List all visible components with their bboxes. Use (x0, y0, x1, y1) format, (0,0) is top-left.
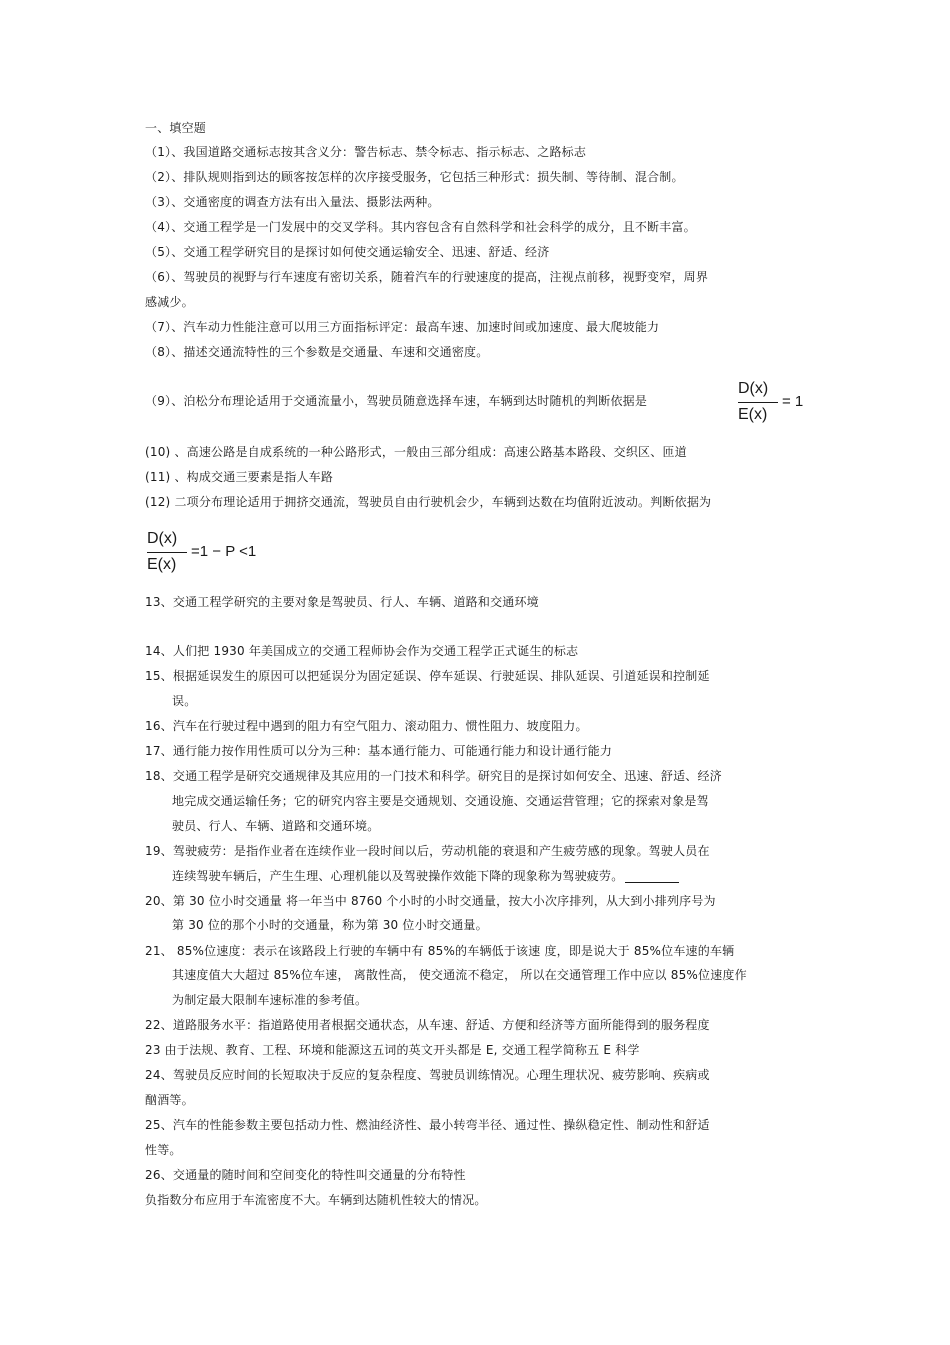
text-line: （1）、我国道路交通标志按其含义分：警告标志、禁令标志、指示标志、之路标志 (145, 145, 587, 159)
formula-numerator: D(x) (738, 380, 769, 397)
text-line: 19、驾驶疲劳：是指作业者在连续作业一段时间以后，劳动机能的衰退和产生疲劳感的现象。驾驶人员在 (145, 844, 710, 858)
text-line: 23 由于法规、教育、工程、环境和能源这五词的英文开头都是 E, 交通工程学简称五 E 科学 (145, 1043, 640, 1057)
text-line: 为制定最大限制车速标准的参考值。 (172, 993, 368, 1007)
text-line: 连续驾驶车辆后，产生生理、心理机能以及驾驶操作效能下降的现象称为驾驶疲劳。 (172, 869, 624, 883)
text-line: （4）、交通工程学是一门发展中的交叉学科。其内容包含有自然科学和社会科学的成分，且不断丰富。 (145, 220, 696, 234)
text-line: 20、第 30 位小时交通量 将一年当中 8760 个小时的小时交通量，按大小次序排列，从大到小排列序号为 (145, 894, 716, 908)
text-line-with-blank (172, 869, 679, 883)
text-line: 17、通行能力按作用性质可以分为三种：基本通行能力、可能通行能力和设计通行能力 (145, 744, 613, 758)
text-line: 酗酒等。 (145, 1093, 194, 1107)
text-line: 16、汽车在行驶过程中遇到的阻力有空气阻力、滚动阻力、惯性阻力、坡度阻力。 (145, 719, 588, 733)
fraction-bar (738, 402, 778, 403)
text-line: 13、交通工程学研究的主要对象是驾驶员、行人、车辆、道路和交通环境 (145, 595, 539, 609)
formula-rhs: =1 − P <1 (191, 543, 257, 560)
binomial-formula (147, 530, 287, 578)
text-line: 14、人们把 1930 年美国成立的交通工程师协会作为交通工程学正式诞生的标志 (145, 644, 579, 658)
text-line: 负指数分布应用于车流密度不大。车辆到达随机性较大的情况。 (145, 1193, 487, 1207)
text-line: (12) 二项分布理论适用于拥挤交通流，驾驶员自由行驶机会少，车辆到达数在均值附近波动。判断依据为 (145, 495, 712, 509)
text-line: 18、交通工程学是研究交通规律及其应用的一门技术和科学。研究目的是探讨如何安全、迅速、舒适、经济 (145, 769, 722, 783)
text-line: (11) 、构成交通三要素是指人车路 (145, 470, 334, 484)
text-line: （7）、汽车动力性能注意可以用三方面指标评定：最高车速、加速时间或加速度、最大爬坡能力 (145, 320, 660, 334)
text-line: 22、道路服务水平：指道路使用者根据交通状态，从车速、舒适、方便和经济等方面所能得到的服务程度 (145, 1018, 710, 1032)
section-title: 一、填空题 (145, 121, 207, 135)
text-line: 误。 (172, 694, 197, 708)
text-line: 感减少。 (145, 295, 194, 309)
answer-blank (625, 870, 679, 883)
text-line: 第 30 位的那个小时的交通量，称为第 30 位小时交通量。 (172, 918, 488, 932)
text-line: （5）、交通工程学研究目的是探讨如何使交通运输安全、迅速、舒适、经济 (145, 245, 550, 259)
fraction-bar (147, 552, 187, 553)
formula-numerator: D(x) (147, 530, 178, 547)
text-line: 25、汽车的性能参数主要包括动力性、燃油经济性、最小转弯半径、通过性、操纵稳定性、制动性和舒适 (145, 1118, 710, 1132)
text-line: 26、交通量的随时间和空间变化的特性叫交通量的分布特性 (145, 1168, 466, 1182)
formula-denominator: E(x) (738, 406, 768, 423)
text-line: （6）、驾驶员的视野与行车速度有密切关系，随着汽车的行驶速度的提高，注视点前移，视野变窄，周界 (145, 270, 709, 284)
formula-rhs: = 1 (782, 393, 804, 410)
text-line: （2）、排队规则指到达的顾客按怎样的次序接受服务，它包括三种形式：损失制、等待制、混合制。 (145, 170, 684, 184)
text-line: 驶员、行人、车辆、道路和交通环境。 (172, 819, 380, 833)
text-line: 24、驾驶员反应时间的长短取决于反应的复杂程度、驾驶员训练情况。心理生理状况、疲劳影响、疾病或 (145, 1068, 710, 1082)
text-line: 21、 85%位速度：表示在该路段上行驶的车辆中有 85%的车辆低于该速 度，即是说大于 85%位车速的车辆 (145, 944, 735, 958)
text-line: 地完成交通运输任务；它的研究内容主要是交通规划、交通设施、交通运营管理；它的探索对象是驾 (172, 794, 709, 808)
text-line: （9）、泊松分布理论适用于交通流量小，驾驶员随意选择车速，车辆到达时随机的判断依据是 (145, 394, 648, 408)
formula-denominator: E(x) (147, 556, 177, 573)
text-line: 15、根据延误发生的原因可以把延误分为固定延误、停车延误、行驶延误、排队延误、引道延误和控制延 (145, 669, 710, 683)
poisson-formula (738, 380, 818, 428)
text-line: (10) 、高速公路是自成系统的一种公路形式，一般由三部分组成：高速公路基本路段、交织区、匝道 (145, 445, 687, 459)
text-line: （3）、交通密度的调查方法有出入量法、摄影法两种。 (145, 195, 440, 209)
text-line: （8）、描述交通流特性的三个参数是交通量、车速和交通密度。 (145, 345, 489, 359)
text-line: 性等。 (145, 1143, 182, 1157)
text-line: 其速度值大大超过 85%位车速， 离散性高， 使交通流不稳定， 所以在交通管理工作中应以 85%位速度作 (172, 968, 747, 982)
